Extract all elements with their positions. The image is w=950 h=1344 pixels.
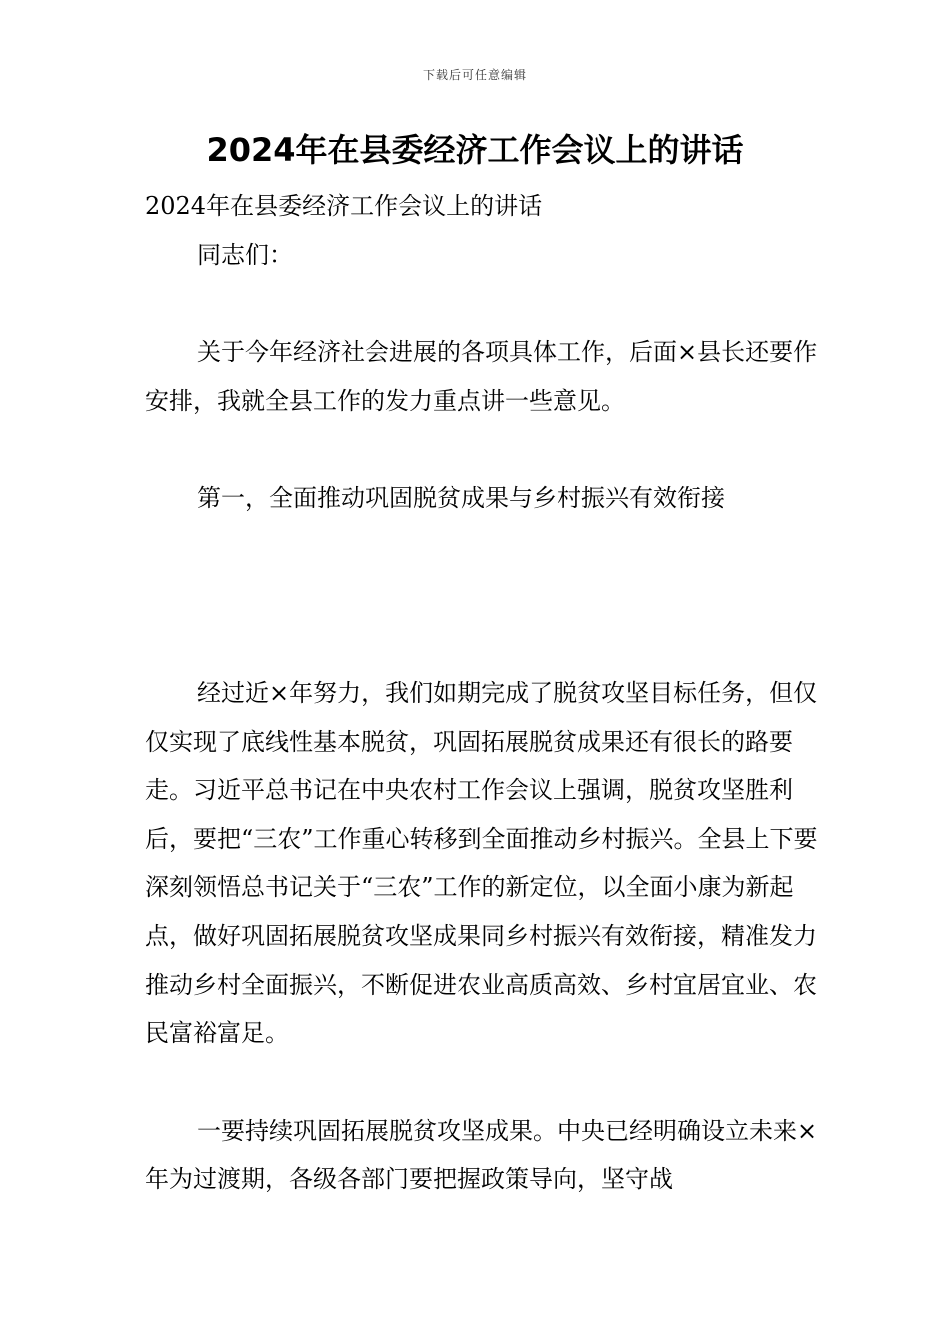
salutation: 同志们： bbox=[197, 240, 293, 269]
header-note: 下载后可任意编辑 bbox=[422, 68, 527, 82]
document-body bbox=[145, 182, 825, 1204]
paragraph-consolidate-results: 一要持续巩固拓展脱贫攻坚成果。中央已经明确设立未来×年为过渡期，各级各部门要把握政策导向，坚守战 bbox=[145, 1116, 818, 1194]
section-heading-first: 第一，全面推动巩固脱贫成果与乡村振兴有效衔接 bbox=[197, 484, 725, 513]
paragraph-intro: 关于今年经济社会进展的各项具体工作，后面×县长还要作安排，我就全县工作的发力重点讲一些意见。 bbox=[145, 338, 818, 415]
document-title: 2024年在县委经济工作会议上的讲话 bbox=[206, 131, 744, 169]
document-subtitle: 2024年在县委经济工作会议上的讲话 bbox=[145, 192, 543, 220]
paragraph-poverty-alleviation: 经过近×年努力，我们如期完成了脱贫攻坚目标任务，但仅仅实现了底线性基本脱贫，巩固拓展脱贫成果还有很长的路要走。习近平总书记在中央农村工作会议上强调，脱贫攻坚胜利后，要把“三农”工作重心转移到全面推动乡村振兴。全县上下要深刻领悟总书记关于“三农”工作的新定位，以全面小康为新起点，做好巩固拓展脱贫攻坚成果同乡村振兴有效衔接，精准发力推动乡村全面振兴，不断促进农业高质高效、乡村宜居宜业、农民富裕富足。 bbox=[145, 678, 818, 1048]
